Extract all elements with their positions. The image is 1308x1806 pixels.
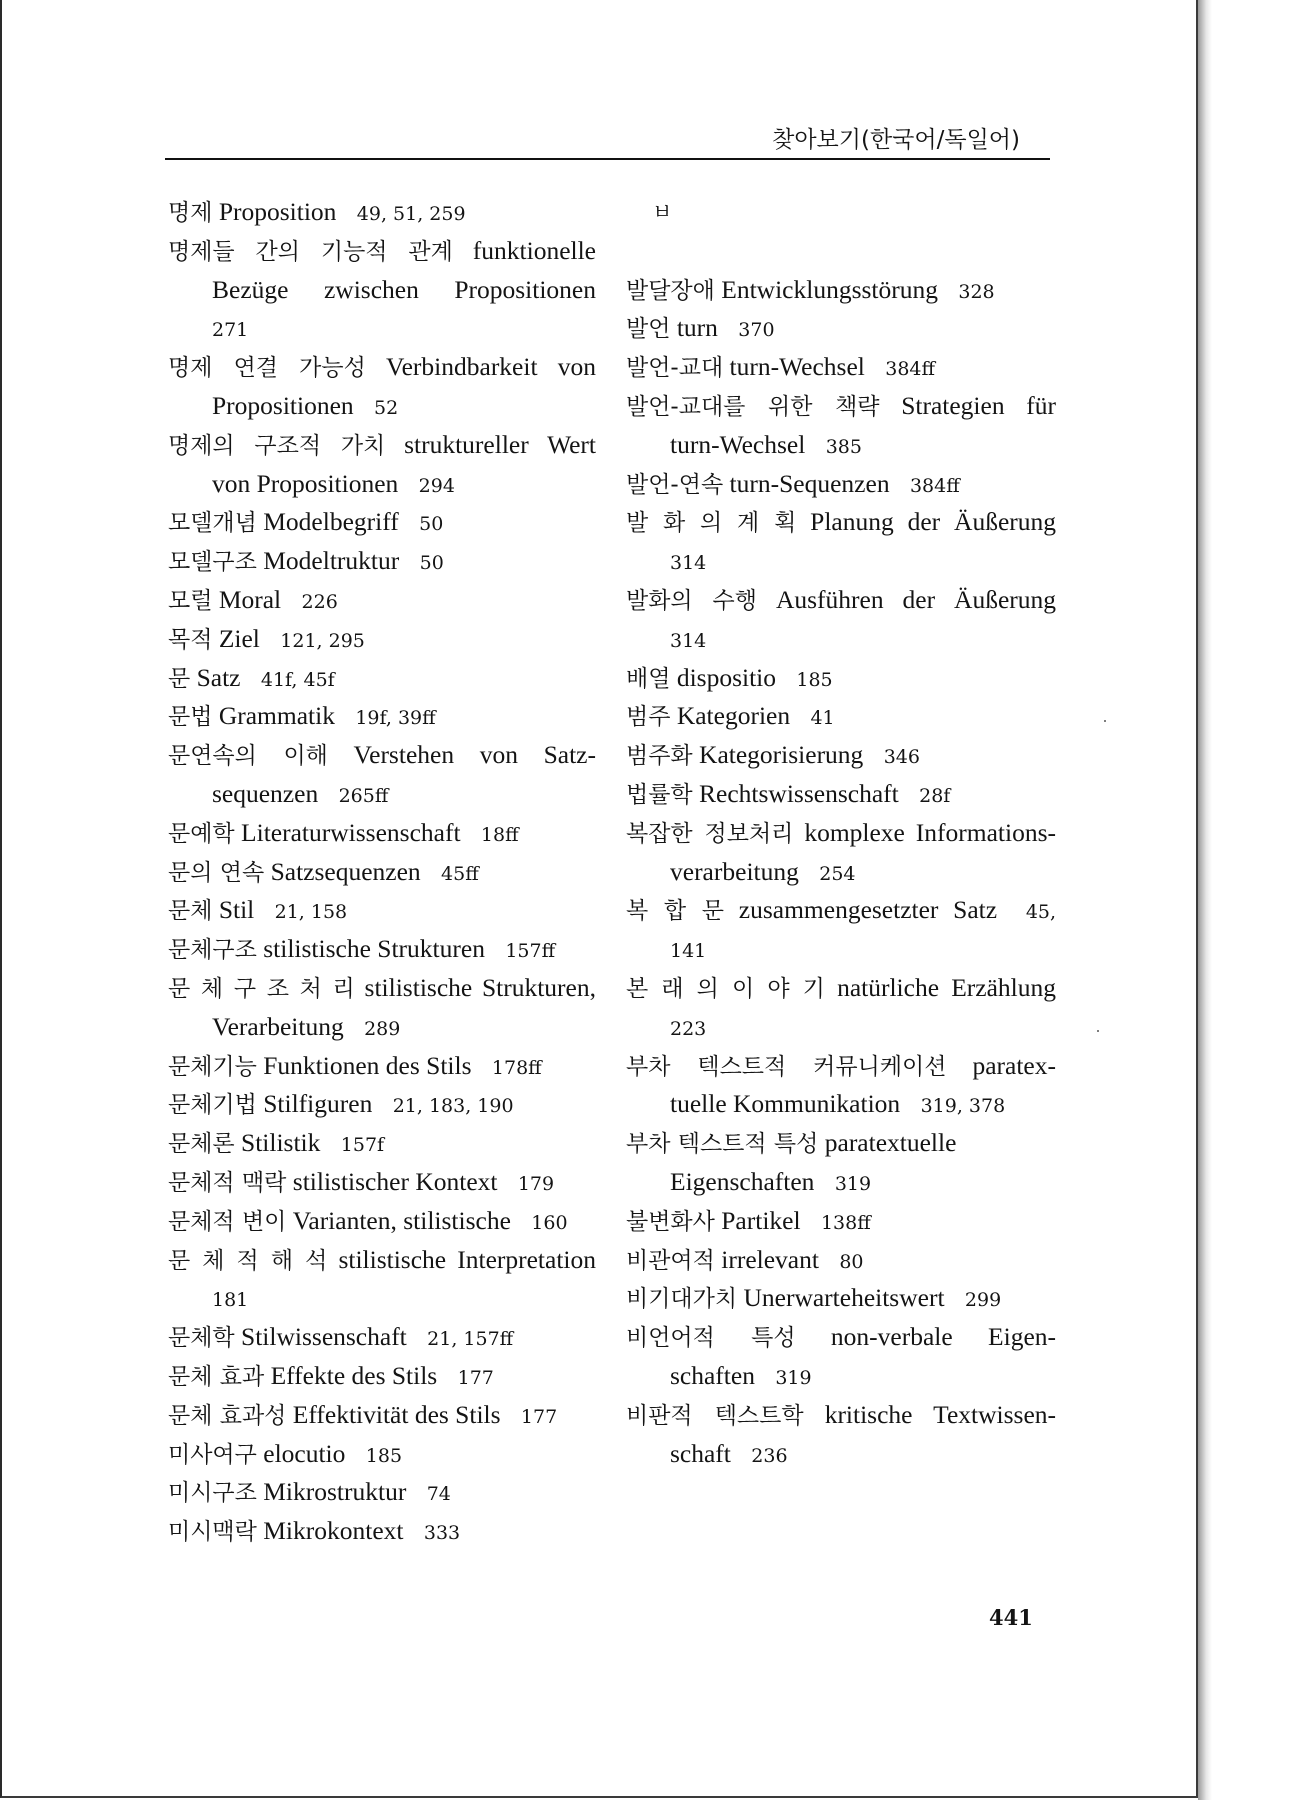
index-entry	[626, 814, 1056, 892]
german-term: Stilwissenschaft	[241, 1322, 407, 1352]
korean-term: 발언	[626, 316, 671, 343]
index-entry	[626, 309, 1056, 348]
index-entry	[168, 193, 596, 232]
page-references: 157f	[340, 1134, 385, 1157]
page-references: 45ff	[441, 862, 479, 885]
page-references: 319	[775, 1366, 812, 1389]
korean-term: 문체구조	[168, 937, 257, 964]
german-term: natürliche Erzählung	[837, 972, 1056, 1002]
index-entry	[168, 736, 596, 814]
page-references: 179	[517, 1172, 555, 1195]
index-entry	[626, 503, 1056, 581]
index-line	[168, 853, 596, 892]
index-entry	[168, 348, 596, 426]
page-references: 41	[810, 707, 835, 730]
korean-term: 복잡한 정보처리	[626, 820, 794, 847]
index-line	[626, 426, 1056, 465]
korean-term: 명제의 구조적 가치	[168, 432, 386, 459]
german-term: Verbindbarkeit von	[386, 352, 596, 382]
korean-term: 발언-교대	[626, 355, 724, 382]
index-line	[626, 775, 1056, 814]
index-entry	[168, 853, 596, 892]
korean-term: 문체 효과	[168, 1363, 265, 1390]
page-references: 160	[531, 1211, 568, 1234]
german-term: Effektivität des Stils	[292, 1399, 501, 1429]
index-line	[626, 814, 1056, 853]
german-term: Strategien für	[901, 390, 1057, 420]
german-term: Verarbeitung	[212, 1011, 344, 1041]
index-line	[168, 1435, 596, 1474]
index-line	[168, 1241, 596, 1280]
german-term: sequenzen	[212, 778, 319, 808]
index-line	[168, 465, 596, 504]
page-number: 441	[989, 1605, 1033, 1630]
page-references: 236	[751, 1444, 788, 1467]
korean-term: 법률학	[626, 781, 693, 808]
index-entry	[168, 1202, 596, 1241]
index-entry	[168, 969, 596, 1047]
german-term: Stilistik	[241, 1128, 321, 1158]
german-term: stilistische Interpretation	[338, 1244, 597, 1274]
german-term: schaft	[670, 1438, 731, 1468]
index-line	[168, 503, 596, 542]
index-line	[626, 309, 1056, 348]
german-term: Entwicklungsstörung	[721, 274, 938, 304]
index-entry	[168, 1163, 596, 1202]
korean-term: 명제	[168, 200, 213, 226]
index-line	[168, 1085, 596, 1124]
german-term: Effekte des Stils	[270, 1360, 438, 1390]
index-entry	[168, 232, 596, 348]
page-references: 384ff	[909, 474, 960, 497]
index-line	[626, 969, 1056, 1008]
korean-term: 미사여구	[168, 1441, 257, 1468]
section-letter: ㅂ	[652, 200, 673, 224]
page-references: 21, 183, 190	[392, 1095, 514, 1118]
korean-term: 부차 텍스트적 커뮤니케이션	[626, 1053, 947, 1080]
korean-term: 문체적 맥락	[168, 1169, 287, 1196]
index-line	[168, 542, 596, 581]
index-line	[626, 387, 1056, 426]
index-entry	[168, 1435, 596, 1474]
german-term: Propositionen	[212, 390, 354, 420]
german-term: Grammatik	[218, 701, 335, 731]
german-term: Literaturwissenschaft	[241, 817, 461, 847]
page-references: 18ff	[480, 823, 519, 846]
german-term: non-verbale Eigen-	[830, 1322, 1056, 1352]
korean-term: 문연속의 이해	[168, 743, 328, 770]
index-line	[626, 891, 1056, 930]
korean-term: 문 체 적 해 석	[168, 1247, 328, 1274]
index-entry	[626, 891, 1056, 969]
korean-term: 배열	[626, 665, 671, 692]
german-term: elocutio	[263, 1438, 346, 1468]
index-column-right	[626, 193, 1056, 1473]
german-term: Kategorien	[676, 701, 791, 731]
index-line	[626, 1279, 1056, 1318]
index-line	[168, 620, 596, 659]
index-line	[168, 1357, 596, 1396]
page-references: 50	[419, 552, 444, 575]
index-entry	[168, 503, 596, 542]
german-term: funktionelle	[472, 235, 596, 265]
page-references: 289	[364, 1017, 401, 1040]
index-entry	[626, 581, 1056, 659]
page-references: 80	[839, 1250, 864, 1273]
index-line	[626, 1435, 1056, 1474]
page-references: 178ff	[491, 1056, 542, 1079]
korean-term: 명제 연결 가능성	[168, 355, 366, 382]
german-term: struktureller Wert	[404, 429, 596, 459]
page-references: 41f, 45f	[260, 668, 335, 691]
korean-term: 비기대가치	[626, 1286, 738, 1313]
index-line	[168, 426, 596, 465]
page-references: 314	[670, 629, 707, 652]
index-entry	[626, 1241, 1056, 1280]
page-references: 141	[670, 940, 707, 963]
index-line	[626, 736, 1056, 775]
index-line	[168, 1202, 596, 1241]
index-column-left	[168, 193, 596, 1551]
german-term: tuelle Kommunikation	[670, 1089, 901, 1119]
index-entry	[168, 581, 596, 620]
page-references: 319	[834, 1172, 872, 1195]
index-line	[168, 1318, 596, 1357]
index-line	[626, 1241, 1056, 1280]
german-term: Unerwarteheitswert	[743, 1283, 945, 1313]
index-entry	[168, 930, 596, 969]
german-term: kritische Textwissen-	[824, 1399, 1056, 1429]
index-line	[168, 1124, 596, 1163]
index-entry	[168, 814, 596, 853]
german-term: Verstehen von Satz-	[353, 740, 596, 770]
page-references: 265ff	[338, 784, 389, 807]
index-entry	[168, 1357, 596, 1396]
index-line	[168, 1163, 596, 1202]
index-line	[626, 1047, 1056, 1086]
index-line	[168, 271, 596, 310]
index-entry	[626, 465, 1056, 504]
index-line	[168, 891, 596, 930]
index-line	[626, 1008, 1056, 1047]
german-term: Ziel	[218, 623, 260, 653]
korean-term: 문의 연속	[168, 859, 265, 886]
index-line	[626, 620, 1056, 659]
page-references: 385	[825, 435, 862, 458]
index-entry	[168, 1085, 596, 1124]
index-entry	[626, 1202, 1056, 1241]
german-term: stilistische Strukturen,	[364, 972, 596, 1002]
korean-term: 발언-연속	[626, 471, 724, 498]
german-term: paratex-	[972, 1050, 1056, 1080]
index-line	[626, 1202, 1056, 1241]
page-references: 226	[301, 590, 338, 613]
print-speck	[1097, 1030, 1099, 1032]
page-references: 21, 157ff	[427, 1328, 514, 1351]
page-references: 314	[670, 552, 707, 575]
korean-term: 미시구조	[168, 1480, 257, 1507]
index-entry	[626, 1279, 1056, 1318]
index-entry	[626, 659, 1056, 698]
page-references: 299	[964, 1289, 1002, 1312]
index-entry	[626, 775, 1056, 814]
page-references: 121, 295	[280, 629, 365, 652]
german-term: Mikrostruktur	[263, 1477, 407, 1507]
index-line	[626, 853, 1056, 892]
index-line	[168, 348, 596, 387]
korean-term: 모델개념	[168, 510, 257, 537]
index-entry	[168, 1396, 596, 1435]
german-term: Eigenschaften	[670, 1166, 815, 1196]
index-line	[168, 1008, 596, 1047]
index-entry	[626, 1047, 1056, 1125]
german-term: von Propositionen	[212, 468, 399, 498]
page-references: 19f, 39ff	[355, 707, 436, 730]
page-references: 177	[457, 1366, 494, 1389]
page-references: 384ff	[885, 358, 935, 381]
index-line	[168, 1396, 596, 1435]
korean-term: 복 합 문	[626, 898, 725, 925]
index-line	[168, 814, 596, 853]
index-entry	[626, 348, 1056, 387]
korean-term: 발화의 수행	[626, 587, 757, 614]
index-line	[626, 1163, 1056, 1202]
german-term: verarbeitung	[670, 856, 799, 886]
korean-term: 문체적 변이	[168, 1208, 287, 1235]
german-term: komplexe Informations-	[804, 817, 1056, 847]
index-entry	[168, 1241, 596, 1319]
index-line	[168, 309, 596, 348]
index-line	[626, 581, 1056, 620]
german-term: Moral	[218, 584, 282, 614]
page-references: 254	[819, 862, 856, 885]
index-entry	[168, 697, 596, 736]
index-entry	[626, 1318, 1056, 1396]
german-term: Ausführen der Äußerung	[775, 584, 1057, 614]
korean-term: 문체기법	[168, 1092, 257, 1119]
german-term: Modelbegriff	[263, 507, 399, 537]
print-speck	[1104, 720, 1106, 722]
page-references: 52	[374, 396, 399, 419]
index-entry	[626, 1124, 1056, 1202]
korean-term: 미시맥락	[168, 1519, 257, 1546]
running-head: 찾아보기(한국어/독일어)	[772, 127, 1020, 153]
page-references: 50	[419, 513, 444, 536]
german-term: stilistische Strukturen	[263, 934, 485, 964]
index-entry	[168, 1318, 596, 1357]
index-line	[626, 465, 1056, 504]
german-term: Funktionen des Stils	[263, 1050, 472, 1080]
korean-term: 문체기능	[168, 1053, 257, 1080]
index-line	[626, 503, 1056, 542]
index-line	[168, 969, 596, 1008]
german-term: Satz	[196, 662, 241, 692]
page-references: 157ff	[505, 940, 556, 963]
index-line	[168, 659, 596, 698]
german-term: Stil	[218, 895, 255, 925]
german-term: schaften	[670, 1360, 755, 1390]
index-entry	[168, 1473, 596, 1512]
index-entry	[168, 542, 596, 581]
page-references: 319, 378	[920, 1095, 1006, 1118]
korean-term: 목적	[168, 626, 213, 653]
page-references: 185	[796, 668, 833, 691]
german-term: dispositio	[676, 662, 776, 692]
index-line	[168, 1473, 596, 1512]
german-term: Proposition	[218, 197, 337, 226]
page-header	[165, 118, 1050, 160]
page-edge-shadow	[1198, 0, 1212, 1800]
index-line	[168, 1279, 596, 1318]
index-line	[168, 930, 596, 969]
page-references: 294	[418, 474, 455, 497]
index-line	[168, 1512, 596, 1551]
page-references: 185	[365, 1444, 403, 1467]
index-line	[626, 1085, 1056, 1124]
index-entry	[168, 1124, 596, 1163]
index-line	[626, 1396, 1056, 1435]
page-references: 177	[520, 1405, 558, 1428]
index-line	[626, 1124, 1056, 1163]
page-references: 49, 51, 259	[356, 203, 466, 225]
german-term: Stilfiguren	[263, 1089, 373, 1119]
index-entry	[168, 426, 596, 504]
korean-term: 발 화 의 계 획	[626, 510, 797, 537]
german-term: turn-Sequenzen	[729, 468, 890, 498]
german-term: Modeltruktur	[263, 546, 400, 576]
index-entry	[168, 891, 596, 930]
index-line	[626, 1357, 1056, 1396]
index-entry	[626, 387, 1056, 465]
german-term: Mikrokontext	[263, 1516, 404, 1546]
german-term: Planung der Äußerung	[810, 507, 1056, 537]
korean-term: 문체	[168, 898, 213, 925]
korean-term: 발달장애	[626, 277, 715, 304]
korean-term: 발언-교대를 위한 책략	[626, 393, 880, 420]
page-references: 271	[212, 319, 249, 342]
index-line	[626, 930, 1056, 969]
korean-term: 문체론	[168, 1131, 235, 1158]
index-line	[626, 659, 1056, 698]
index-entry	[168, 659, 596, 698]
german-term: Partikel	[721, 1205, 801, 1235]
index-line	[626, 697, 1056, 736]
index-entries-right	[626, 271, 1056, 1474]
german-term: Bezüge zwischen Propositionen	[212, 274, 596, 304]
german-term: stilistischer Kontext	[292, 1166, 498, 1196]
index-entry	[168, 620, 596, 659]
page-references: 223	[670, 1017, 707, 1040]
german-term: Rechtswissenschaft	[699, 778, 899, 808]
korean-term: 문체 효과성	[168, 1402, 287, 1429]
index-line	[168, 387, 596, 426]
page-references: 328	[958, 280, 995, 303]
korean-term: 모럴	[168, 587, 213, 614]
index-line	[626, 271, 1056, 310]
index-entry	[626, 1396, 1056, 1474]
page-references: 181	[212, 1289, 249, 1312]
page-references: 333	[423, 1522, 461, 1545]
index-line	[626, 542, 1056, 581]
korean-term: 문법	[168, 704, 213, 731]
korean-term: 비언어적 특성	[626, 1325, 796, 1352]
index-line	[168, 736, 596, 775]
korean-term: 비관여적	[626, 1247, 715, 1274]
german-term: Kategorisierung	[699, 740, 864, 770]
index-entry	[626, 736, 1056, 775]
german-term: Varianten, stilistische	[292, 1205, 511, 1235]
korean-term: 본 래 의 이 야 기	[626, 975, 825, 1002]
page-references: 346	[883, 746, 920, 769]
index-entry	[626, 697, 1056, 736]
index-line	[168, 581, 596, 620]
page-references: 74	[426, 1483, 451, 1506]
korean-term: 범주화	[626, 743, 693, 770]
korean-term: 문	[168, 665, 191, 692]
page-references: 45,	[1025, 901, 1057, 924]
korean-term: 문 체 구 조 처 리	[168, 975, 355, 1002]
index-entry	[168, 1512, 596, 1551]
korean-term: 불변화사	[626, 1208, 715, 1235]
german-term: irrelevant	[721, 1244, 819, 1274]
page-references: 138ff	[820, 1211, 871, 1234]
german-term: Satzsequenzen	[270, 856, 421, 886]
korean-term: 문체학	[168, 1325, 235, 1352]
index-entry	[626, 969, 1056, 1047]
german-term: turn	[676, 313, 718, 343]
german-term: zusammengesetzter Satz	[738, 895, 998, 925]
index-line	[626, 348, 1056, 387]
page-references: 28f	[919, 784, 951, 807]
index-line	[168, 232, 596, 271]
page-references: 21, 158	[274, 901, 348, 924]
korean-term: 부차 텍스트적 특성	[626, 1131, 819, 1158]
korean-term: 모델구조	[168, 549, 257, 576]
index-line	[168, 775, 596, 814]
korean-term: 범주	[626, 704, 671, 731]
index-entry	[168, 1047, 596, 1086]
index-line	[168, 1047, 596, 1086]
korean-term: 비판적 텍스트학	[626, 1402, 804, 1429]
page-references: 370	[738, 319, 775, 342]
german-term: turn-Wechsel	[670, 429, 806, 459]
index-line	[168, 193, 596, 232]
german-term: paratextuelle	[824, 1128, 957, 1158]
index-line	[168, 697, 596, 736]
korean-term: 문예학	[168, 820, 235, 847]
korean-term: 명제들 간의 기능적 관계	[168, 238, 453, 265]
index-line	[626, 1318, 1056, 1357]
index-entry	[626, 271, 1056, 310]
german-term: turn-Wechsel	[729, 352, 865, 382]
